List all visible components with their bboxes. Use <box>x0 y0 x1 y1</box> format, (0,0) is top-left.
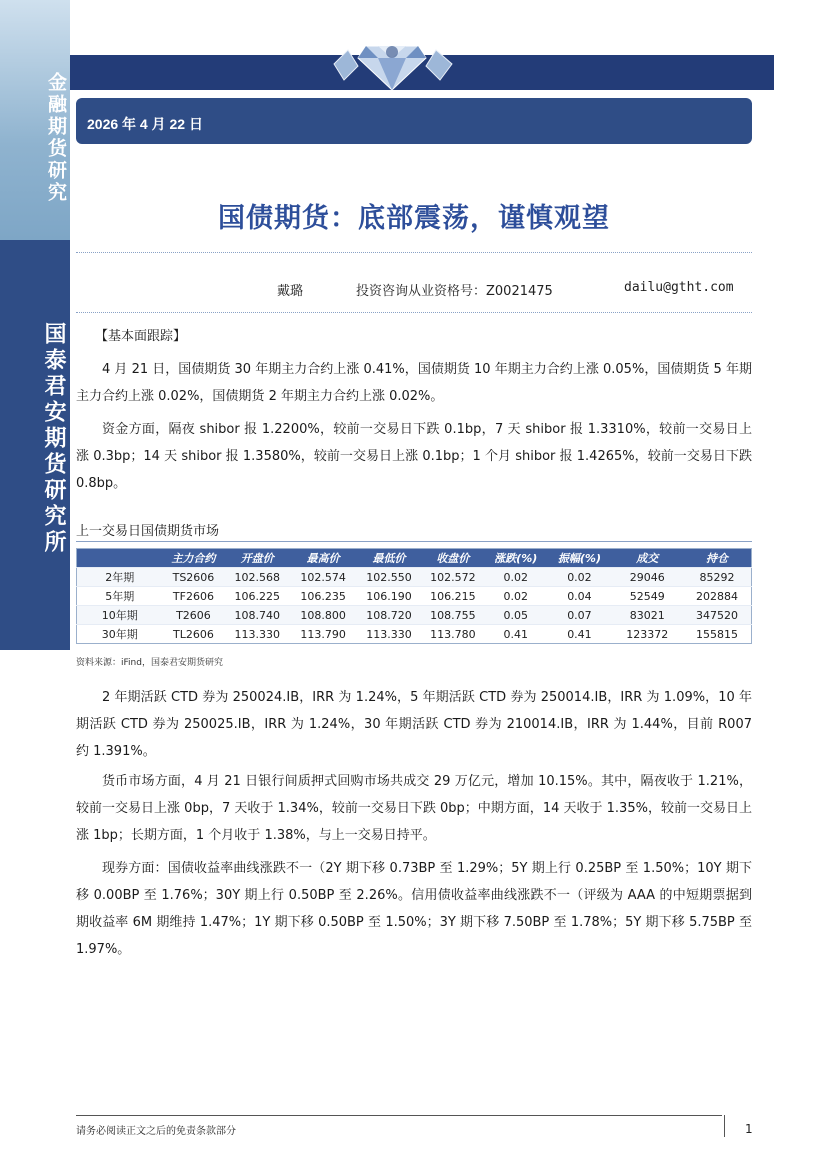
table-header-cell: 开盘价 <box>224 549 290 568</box>
table-row <box>77 568 752 587</box>
section-heading: 【基本面跟踪】 <box>95 329 187 344</box>
table-cell: 123372 <box>611 625 683 644</box>
table-cell: 52549 <box>611 587 683 606</box>
title-divider <box>76 252 752 253</box>
table-header-cell: 持仓 <box>683 549 751 568</box>
table-cell: 202884 <box>683 587 751 606</box>
table-cell: 108.800 <box>290 606 356 625</box>
table-cell: 10年期 <box>77 606 163 625</box>
table-header-cell: 最高价 <box>290 549 356 568</box>
footer-separator <box>724 1115 725 1137</box>
table-header-row <box>77 549 752 568</box>
table-cell: 108.720 <box>356 606 422 625</box>
table-header-cell: 最低价 <box>356 549 422 568</box>
diamond-logo-icon <box>326 22 458 92</box>
author-certificate: 投资咨询从业资格号：Z0021475 <box>356 284 553 299</box>
table-cell: 106.225 <box>224 587 290 606</box>
author-email-link[interactable]: dailu@gtht.com <box>624 280 734 295</box>
table-header-cell <box>77 549 163 568</box>
table-cell: 113.330 <box>224 625 290 644</box>
footer-rule <box>76 1115 722 1116</box>
table-cell: 113.330 <box>356 625 422 644</box>
page-number: 1 <box>745 1122 753 1136</box>
table-cell: 106.215 <box>422 587 484 606</box>
table-cell: TS2606 <box>163 568 225 587</box>
table-source-note: 资料来源：iFind，国泰君安期货研究 <box>76 658 223 668</box>
table-cell: 0.02 <box>484 587 548 606</box>
table-cell: T2606 <box>163 606 225 625</box>
paragraph-ctd: 2 年期活跃 CTD 券为 250024.IB，IRR 为 1.24%，5 年期活跃 CTD 券为 250014.IB，IRR 为 1.09%，10 年期活跃 CTD 券为 250025.IB，IRR 为 1.24%，30 年期活跃 CTD 券为 210014.IB，IRR 为 1.44%，目前 R007 约 1.391%。 <box>76 690 752 759</box>
paragraph-spot-bonds: 现券方面：国债收益率曲线涨跌不一（2Y 期下移 0.73BP 至 1.29%；5Y 期上行 0.25BP 至 1.50%；10Y 期下移 0.00BP 至 1.76%；30Y 期上行 0.50BP 至 2.26%。信用债收益率曲线涨跌不一（评级为 AAA 的中短期票据到期收益率 6M 期维持 1.47%；1Y 期下移 0.50BP 至 1.50%；3Y 期下移 7.50BP 至 1.78%；5Y 期下移 5.75BP 至 1.97%。 <box>76 861 752 957</box>
table-title-divider <box>76 541 752 542</box>
table-header-cell: 成交 <box>611 549 683 568</box>
sidebar-institute-text: 国泰君安期货研究所 <box>41 322 67 556</box>
footer-disclaimer: 请务必阅读正文之后的免责条款部分 <box>76 1126 236 1137</box>
table-cell: 102.572 <box>422 568 484 587</box>
table-header-cell: 主力合约 <box>163 549 225 568</box>
table-cell: 0.41 <box>484 625 548 644</box>
table-cell: TF2606 <box>163 587 225 606</box>
table-cell: 113.780 <box>422 625 484 644</box>
futures-market-table <box>76 548 752 644</box>
table-cell: 5年期 <box>77 587 163 606</box>
table-cell: 0.07 <box>548 606 612 625</box>
report-date: 2026 年 4 月 22 日 <box>87 116 203 132</box>
table-cell: 0.05 <box>484 606 548 625</box>
table-cell: 0.02 <box>484 568 548 587</box>
table-cell: 113.790 <box>290 625 356 644</box>
table-header-cell: 收盘价 <box>422 549 484 568</box>
report-title: 国债期货：底部震荡，谨慎观望 <box>218 203 610 234</box>
paragraph-futures: 4 月 21 日，国债期货 30 年期主力合约上涨 0.41%，国债期货 10 年期主力合约上涨 0.05%，国债期货 5 年期主力合约上涨 0.02%，国债期货 2 年期主力合约上涨 0.02%。 <box>76 362 752 404</box>
table-cell: 102.568 <box>224 568 290 587</box>
table-cell: 0.02 <box>548 568 612 587</box>
table-cell: TL2606 <box>163 625 225 644</box>
sidebar-category-text: 金融期货研究 <box>45 72 67 204</box>
table-cell: 108.755 <box>422 606 484 625</box>
paragraph-money-market: 货币市场方面，4 月 21 日银行间质押式回购市场共成交 29 万亿元，增加 10.15%。其中，隔夜收于 1.21%，较前一交易日上涨 0bp，7 天收于 1.34%，较前一交易日下跌 0bp；中期方面，14 天收于 1.35%，较前一交易日上涨 1bp；长期方面，1 个月收于 1.38%，与上一交易日持平。 <box>76 774 752 843</box>
table-row <box>77 625 752 644</box>
table-cell: 155815 <box>683 625 751 644</box>
table-cell: 29046 <box>611 568 683 587</box>
table-cell: 2年期 <box>77 568 163 587</box>
table-cell: 106.190 <box>356 587 422 606</box>
table-cell: 102.574 <box>290 568 356 587</box>
table-cell: 83021 <box>611 606 683 625</box>
table-row <box>77 606 752 625</box>
table-row <box>77 587 752 606</box>
table-cell: 106.235 <box>290 587 356 606</box>
table-header-cell: 涨跌(%) <box>484 549 548 568</box>
table-title: 上一交易日国债期货市场 <box>76 524 220 539</box>
table-cell: 30年期 <box>77 625 163 644</box>
paragraph-funding: 资金方面，隔夜 shibor 报 1.2200%，较前一交易日下跌 0.1bp，7 天 shibor 报 1.3310%，较前一交易日上涨 0.3bp；14 天 shibor 报 1.3580%，较前一交易日上涨 0.1bp；1 个月 shibor 报 1.4265%，较前一交易日下跌 0.8bp。 <box>76 422 752 491</box>
author-divider <box>76 312 752 313</box>
table-cell: 0.41 <box>548 625 612 644</box>
table-cell: 108.740 <box>224 606 290 625</box>
table-header-cell: 振幅(%) <box>548 549 612 568</box>
table-cell: 85292 <box>683 568 751 587</box>
table-cell: 102.550 <box>356 568 422 587</box>
table-cell: 0.04 <box>548 587 612 606</box>
author-name: 戴璐 <box>277 284 304 299</box>
table-cell: 347520 <box>683 606 751 625</box>
